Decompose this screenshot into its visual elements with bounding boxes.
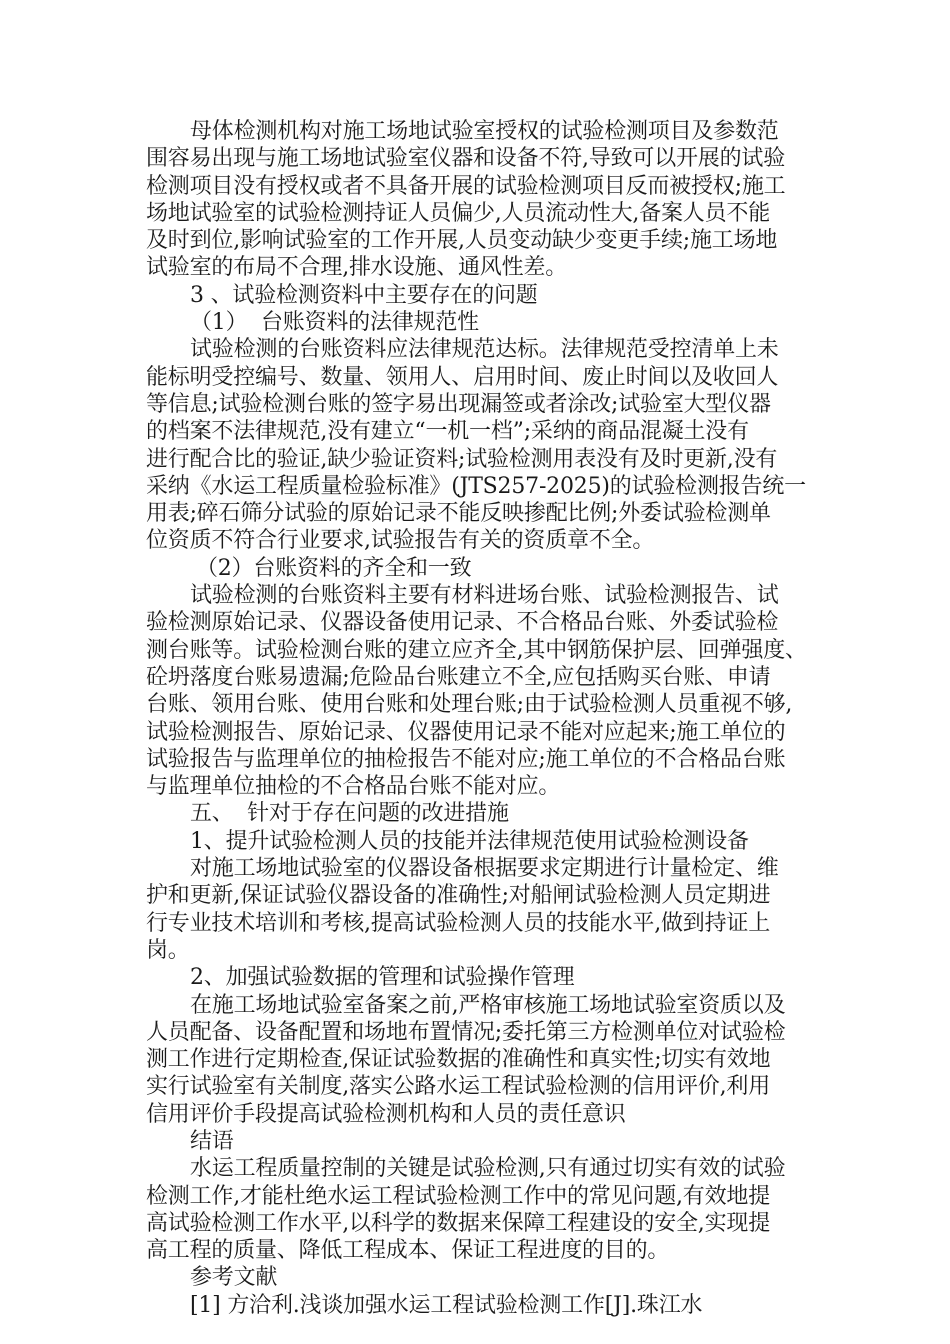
text-line: 3 、试验检测资料中主要存在的问题 <box>190 282 538 308</box>
text-line: 等信息;试验检测台账的签字易出现漏签或者涂改;试验室大型仪器 <box>146 391 771 417</box>
text-line: 试验报告与监理单位的抽检报告不能对应;施工单位的不合格品台账 <box>146 746 786 772</box>
text-line: 能标明受控编号、数量、领用人、启用时间、废止时间以及收回人 <box>146 364 779 390</box>
text-line: （2）台账资料的齐全和一致 <box>196 555 472 581</box>
text-line: 试验检测报告、原始记录、仪器使用记录不能对应起来;施工单位的 <box>146 719 786 745</box>
text-line: 采纳《水运工程质量检验标准》(JTS257-2025)的试验检测报告统一 <box>146 473 806 499</box>
text-line: 检测工作,才能杜绝水运工程试验检测工作中的常见问题,有效地提 <box>146 1183 770 1209</box>
text-line: 高工程的质量、降低工程成本、保证工程进度的目的。 <box>146 1238 670 1264</box>
text-line: 对施工场地试验室的仪器设备根据要求定期进行计量检定、维 <box>190 856 779 882</box>
text-line: 与监理单位抽检的不合格品台账不能对应。 <box>146 774 561 800</box>
text-line: （1） 台账资料的法律规范性 <box>190 310 479 336</box>
text-line: 人员配备、设备配置和场地布置情况;委托第三方检测单位对试验检 <box>146 1019 786 1045</box>
text-line: 信用评价手段提高试验检测机构和人员的责任意识 <box>146 1101 626 1127</box>
text-line: 台账、领用台账、使用台账和处理台账;由于试验检测人员重视不够, <box>146 692 793 718</box>
text-line: 1、提升试验检测人员的技能并法律规范使用试验检测设备 <box>190 828 749 854</box>
text-line: 验检测原始记录、仪器设备使用记录、不合格品台账、外委试验检 <box>146 610 779 636</box>
text-line: [1] 方洽利.浅谈加强水运工程试验检测工作[J].珠江水 <box>190 1292 703 1318</box>
text-line: 行专业技术培训和考核,提高试验检测人员的技能水平,做到持证上 <box>146 910 770 936</box>
text-line: 实行试验室有关制度,落实公路水运工程试验检测的信用评价,利用 <box>146 1074 770 1100</box>
text-line: 试验检测的台账资料主要有材料进场台账、试验检测报告、试 <box>190 583 779 609</box>
text-line: 在施工场地试验室备案之前,严格审核施工场地试验室资质以及 <box>190 992 786 1018</box>
text-line: 进行配合比的验证,缺少验证资料;试验检测用表没有及时更新,没有 <box>146 446 778 472</box>
text-line: 水运工程质量控制的关键是试验检测,只有通过切实有效的试验 <box>190 1156 786 1182</box>
text-line: 五、 针对于存在问题的改进措施 <box>190 801 509 827</box>
text-line: 砼坍落度台账易遗漏;危险品台账建立不全,应包括购买台账、申请 <box>146 664 771 690</box>
text-line: 参考文献 <box>190 1265 278 1291</box>
document-body <box>146 118 818 1319</box>
text-line: 用表;碎石筛分试验的原始记录不能反映掺配比例;外委试验检测单 <box>146 501 771 527</box>
text-line: 护和更新,保证试验仪器设备的准确性;对船闸试验检测人员定期进 <box>146 883 771 909</box>
text-line: 场地试验室的试验检测持证人员偏少,人员流动性大,备案人员不能 <box>146 200 770 226</box>
text-line: 及时到位,影响试验室的工作开展,人员变动缺少变更手续;施工场地 <box>146 228 778 254</box>
text-line: 高试验检测工作水平,以科学的数据来保障工程建设的安全,实现提 <box>146 1210 770 1236</box>
text-line: 2、加强试验数据的管理和试验操作管理 <box>190 965 575 991</box>
text-line: 测台账等。试验检测台账的建立应齐全,其中钢筋保护层、回弹强度、 <box>146 637 807 663</box>
text-line: 试验检测的台账资料应法律规范达标。法律规范受控清单上未 <box>190 337 779 363</box>
text-line: 结语 <box>190 1128 234 1154</box>
text-line: 岗。 <box>146 937 190 963</box>
text-line: 母体检测机构对施工场地试验室授权的试验检测项目及参数范 <box>190 119 779 144</box>
text-line: 检测项目没有授权或者不具备开展的试验检测项目反而被授权;施工 <box>146 173 786 199</box>
text-line: 围容易出现与施工场地试验室仪器和设备不符,导致可以开展的试验 <box>146 146 785 172</box>
text-line: 测工作进行定期检查,保证试验数据的准确性和真实性;切实有效地 <box>146 1047 771 1073</box>
text-line: 位资质不符合行业要求,试验报告有关的资质章不全。 <box>146 528 655 554</box>
text-line: 的档案不法律规范,没有建立“一机一档”;采纳的商品混凝土没有 <box>146 419 749 445</box>
text-line: 试验室的布局不合理,排水设施、通风性差。 <box>146 255 567 281</box>
